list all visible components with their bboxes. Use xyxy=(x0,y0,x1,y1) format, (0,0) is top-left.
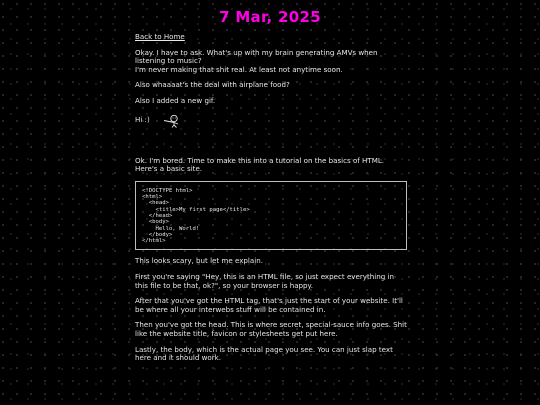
scary-paragraph: This looks scary, but let me explain. xyxy=(135,256,263,266)
code-line: </head> xyxy=(142,212,173,219)
stick-figure-gif-icon xyxy=(162,114,182,128)
intro-line-2: I'm never making that shit real. At least not anytime soon. xyxy=(135,64,343,74)
hi-text: Hi :) xyxy=(135,115,150,125)
hi-row xyxy=(135,113,407,129)
airplane-paragraph: Also whaaaat's the deal with airplane food? xyxy=(135,80,290,90)
gif-note-paragraph: Also I added a new gif. xyxy=(135,95,216,105)
tutorial-line-1: Ok. I'm bored. Time to make this into a tutorial on the basics of HTML. xyxy=(135,155,385,165)
tutorial-line-2: Here's a basic site. xyxy=(135,164,203,174)
intro-paragraph xyxy=(135,49,407,75)
post-content xyxy=(135,33,407,370)
head-explanation: Then you've got the head. This is where secret, special-sauce info goes. Shit like the website title, favicon or stylesheets get put here. xyxy=(135,320,407,338)
back-to-home-link[interactable]: Back to Home xyxy=(135,32,185,41)
back-link-wrapper xyxy=(135,33,407,42)
code-line: </html> xyxy=(142,238,166,245)
code-line: <!DOCTYPE html> xyxy=(142,187,193,194)
doctype-explanation: First you're saying "Hey, this is an HTML file, so just expect everything in this file to be that, ok?", so your browser is happy. xyxy=(135,272,394,290)
code-line: <html> xyxy=(142,194,163,201)
body-explanation: Lastly, the body, which is the actual page you see. You can just slap text here and it should work. xyxy=(135,344,393,363)
html-code-block xyxy=(135,181,407,251)
html-tag-explanation: After that you've got the HTML tag, that's just the start of your website. It'll be where all your interwebs stuff will be contained in. xyxy=(135,296,403,314)
code-line: <title>My first page</title> xyxy=(142,206,250,213)
code-line: Hello, World! xyxy=(142,225,200,232)
page-title: 7 Mar, 2025 xyxy=(219,8,321,26)
intro-line-1: Okay. I have to ask. What's up with my brain generating AMVs when listening to music? xyxy=(135,47,378,66)
code-line: <head> xyxy=(142,200,169,207)
tutorial-intro-paragraph xyxy=(135,157,407,174)
code-line: <body> xyxy=(142,219,169,226)
code-line: </body> xyxy=(142,231,173,238)
